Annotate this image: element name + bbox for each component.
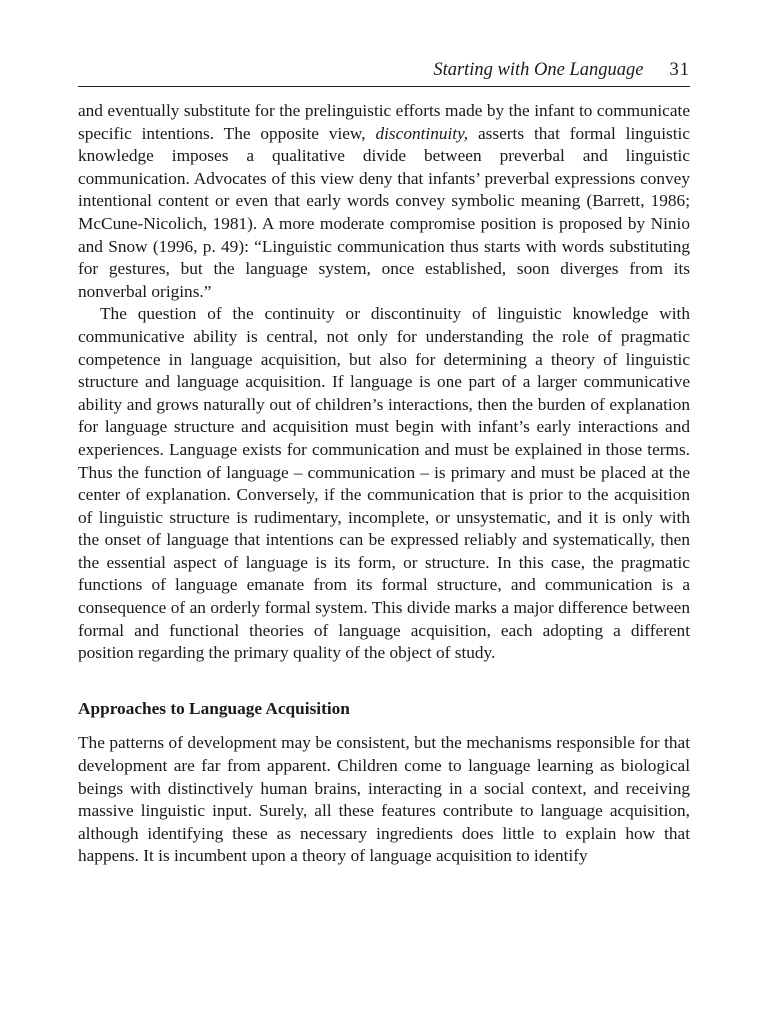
header-rule <box>78 86 690 87</box>
running-title: Starting with One Language <box>433 60 644 80</box>
paragraph-1 <box>78 100 690 303</box>
paragraph-3: The patterns of development may be consistent, but the mechanisms responsible for that development are far from apparent. Children come to language learning as biological beings with distinctively human brains, interacting in a social context, and receiving massive linguistic input. Surely, all these features contribute to language acquisition, although identifying these as necessary ingredients does little to explain how that happens. It is incumbent upon a theory of language acquisition to identify <box>78 733 690 866</box>
running-head <box>78 60 690 84</box>
paragraph-1-start: and eventually substitute for the prelinguistic efforts made by the infant to communicate specific intentions. The opposite view, <box>78 101 690 143</box>
discontinuity-term: discontinuity, <box>375 123 469 143</box>
page-number: 31 <box>669 60 690 80</box>
body-text <box>78 100 690 868</box>
section-heading: Approaches to Language Acquisition <box>78 698 350 718</box>
paragraph-1-end: asserts that formal linguistic knowledge imposes a qualitative divide between preverbal and linguistic communication. Advocates of this view deny that infants’ preverbal expressions convey intentional content or even that early words convey symbolic meaning (Barrett, 1986; McCune-Nicolich, 1981). A more moderate compromise position is proposed by Ninio and Snow (1996, p. 49): “Linguistic communication thus starts with words substituting for gestures, but the language system, once established, soon diverges from its nonverbal origins.” <box>78 123 690 301</box>
paragraph-2: The question of the continuity or discontinuity of linguistic knowledge with communicative ability is central, not only for understanding the role of pragmatic competence in language acquisition, but also for determining a theory of linguistic structure and language acquisition. If language is one part of a larger communicative ability and grows naturally out of children’s interactions, then the burden of explanation for language structure and acquisition must begin with infant’s early interactions and experiences. Language exists for communication and must be explained in those terms. Thus the function of language – communication – is primary and must be placed at the center of explanation. Conversely, if the communication that is prior to the acquisition of linguistic structure is rudimentary, incomplete, or unsystematic, and it is only with the onset of language that intentions can be expressed reliably and systematically, then the essential aspect of language is its form, or structure. In this case, the pragmatic functions of language emanate from its formal structure, and communication is a consequence of an orderly formal system. This divide marks a major difference between formal and functional theories of language acquisition, each adopting a different position regarding the primary quality of the object of study. <box>78 304 690 663</box>
